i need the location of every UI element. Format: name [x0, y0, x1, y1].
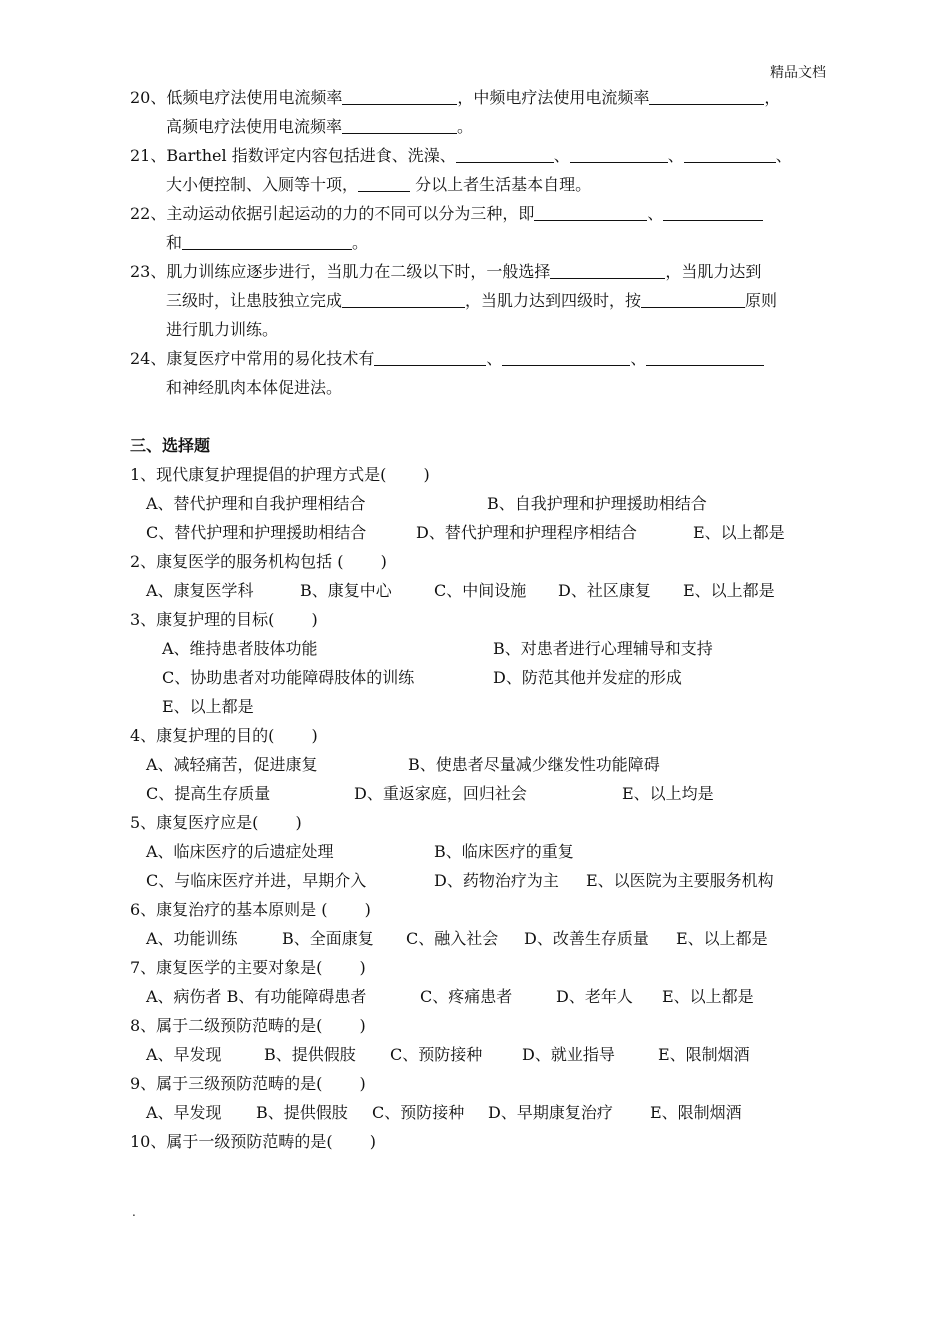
q21-sep-1: 、	[553, 146, 570, 165]
q7-stem: 7、康复医学的主要对象是( )	[130, 958, 366, 977]
q8-stem: 8、属于二级预防范畴的是( )	[130, 1016, 366, 1035]
q20-text-5: 。	[457, 117, 474, 136]
q4-option-d: D、重返家庭，回归社会	[354, 784, 527, 803]
q20-blank-low	[342, 88, 457, 105]
q5-option-e: E、以医院为主要服务机构	[586, 871, 774, 890]
q4-stem: 4、康复护理的目的( )	[130, 726, 318, 745]
q9-option-a: A、早发现	[146, 1103, 222, 1122]
q7-option-c: C、疼痛患者	[420, 987, 513, 1006]
q1-option-a: A、替代护理和自我护理相结合	[146, 494, 366, 513]
q23-blank-2	[342, 291, 465, 308]
q5-option-b: B、临床医疗的重复	[434, 842, 574, 861]
q3-option-e: E、以上都是	[162, 697, 254, 716]
q23-text-2: ，当肌力达到	[665, 262, 762, 281]
q7-option-d: D、老年人	[556, 987, 633, 1006]
footer-dot: .	[132, 1205, 136, 1219]
q21-blank-score	[358, 175, 410, 192]
q4-option-e: E、以上均是	[622, 784, 714, 803]
q2-option-e: E、以上都是	[683, 581, 775, 600]
q23-text-1: 23、肌力训练应逐步进行，当肌力在二级以下时，一般选择	[130, 262, 551, 281]
q22-text-3: 。	[352, 233, 369, 252]
q6-option-e: E、以上都是	[676, 929, 768, 948]
q5-option-a: A、临床医疗的后遗症处理	[146, 842, 334, 861]
q22-text-2: 和	[166, 233, 183, 252]
q8-option-b: B、提供假肢	[264, 1045, 356, 1064]
q8-option-e: E、限制烟酒	[658, 1045, 750, 1064]
q24-sep-1: 、	[486, 349, 503, 368]
q24-text-2: 和神经肌肉本体促进法。	[166, 378, 343, 397]
q22-sep: 、	[647, 204, 664, 223]
q4-option-a: A、减轻痛苦，促进康复	[146, 755, 318, 774]
q3-stem: 3、康复护理的目标( )	[130, 610, 318, 629]
q9-option-b: B、提供假肢	[256, 1103, 348, 1122]
q20-blank-high	[342, 117, 457, 134]
q24-sep-2: 、	[630, 349, 647, 368]
q5-option-d: D、药物治疗为主	[434, 871, 559, 890]
q7-option-e: E、以上都是	[662, 987, 754, 1006]
q20-line-1	[130, 88, 780, 108]
q21-blank-2	[570, 146, 668, 163]
q21-text-1: 21、Barthel 指数评定内容包括进食、洗澡、	[130, 146, 456, 165]
q23-text-6: 进行肌力训练。	[166, 320, 279, 339]
q9-option-d: D、早期康复治疗	[488, 1103, 613, 1122]
q23-blank-3	[641, 291, 745, 308]
q2-option-c: C、中间设施	[434, 581, 527, 600]
q20-blank-mid	[649, 88, 764, 105]
q23-text-3: 三级时，让患肢独立完成	[166, 291, 343, 310]
q22-blank-3	[182, 233, 352, 250]
q10-stem: 10、属于一级预防范畴的是( )	[130, 1132, 376, 1151]
q24-blank-1	[374, 349, 486, 366]
q2-option-b: B、康复中心	[300, 581, 392, 600]
q8-option-d: D、就业指导	[522, 1045, 615, 1064]
q8-option-c: C、预防接种	[390, 1045, 483, 1064]
q6-option-b: B、全面康复	[282, 929, 374, 948]
q6-option-c: C、融入社会	[406, 929, 499, 948]
q24-line-1	[130, 349, 764, 369]
q21-tail: 、	[775, 146, 792, 165]
q3-option-a: A、维持患者肢体功能	[162, 639, 318, 658]
q8-option-a: A、早发现	[146, 1045, 222, 1064]
q24-blank-3	[646, 349, 764, 366]
q9-option-e: E、限制烟酒	[650, 1103, 742, 1122]
q1-option-b: B、自我护理和护理援助相结合	[487, 494, 707, 513]
q20-line-2	[166, 117, 473, 137]
q1-option-d: D、替代护理和护理程序相结合	[416, 523, 637, 542]
q2-option-a: A、康复医学科	[146, 581, 254, 600]
q20-text-1: 20、低频电疗法使用电流频率	[130, 88, 343, 107]
q22-line-1	[130, 204, 763, 224]
q21-text-2: 大小便控制、入厕等十项，	[166, 175, 359, 194]
q20-text-3: ，	[764, 88, 781, 107]
q1-option-e: E、以上都是	[693, 523, 785, 542]
q20-text-2: ，中频电疗法使用电流频率	[457, 88, 650, 107]
q2-stem: 2、康复医学的服务机构包括 ( )	[130, 552, 387, 571]
q23-text-4: ，当肌力达到四级时，按	[465, 291, 642, 310]
q21-text-3: 分以上者生活基本自理。	[415, 175, 592, 194]
q3-option-b: B、对患者进行心理辅导和支持	[493, 639, 713, 658]
q23-blank-1	[550, 262, 665, 279]
section-title: 三、选择题	[130, 436, 211, 455]
q22-blank-1	[534, 204, 647, 221]
q4-option-b: B、使患者尽量减少继发性功能障碍	[408, 755, 660, 774]
q22-blank-2	[663, 204, 763, 221]
q6-option-d: D、改善生存质量	[524, 929, 649, 948]
page-header-label: 精品文档	[770, 65, 826, 81]
q22-text-1: 22、主动运动依据引起运动的力的不同可以分为三种，即	[130, 204, 535, 223]
q21-blank-3	[684, 146, 776, 163]
q3-option-d: D、防范其他并发症的形成	[493, 668, 682, 687]
q21-blank-1	[456, 146, 554, 163]
q2-option-d: D、社区康复	[558, 581, 651, 600]
q21-line-1	[130, 146, 792, 166]
q1-option-c: C、替代护理和护理援助相结合	[146, 523, 367, 542]
q1-stem: 1、现代康复护理提倡的护理方式是( )	[130, 465, 430, 484]
q23-text-5: 原则	[745, 291, 778, 310]
q5-stem: 5、康复医疗应是( )	[130, 813, 302, 832]
q9-option-c: C、预防接种	[372, 1103, 465, 1122]
q7-option-ab: A、病伤者 B、有功能障碍患者	[146, 987, 367, 1006]
q9-stem: 9、属于三级预防范畴的是( )	[130, 1074, 366, 1093]
q23-line-3	[166, 320, 278, 340]
q23-line-1	[130, 262, 761, 282]
q24-blank-2	[502, 349, 630, 366]
q5-option-c: C、与临床医疗并进，早期介入	[146, 871, 367, 890]
q6-stem: 6、康复治疗的基本原则是 ( )	[130, 900, 371, 919]
q3-option-c: C、协助患者对功能障碍肢体的训练	[162, 668, 415, 687]
q24-line-2	[166, 378, 342, 398]
q6-option-a: A、功能训练	[146, 929, 238, 948]
q22-line-2	[166, 233, 368, 253]
q23-line-2	[166, 291, 777, 311]
q21-line-2	[166, 175, 591, 195]
q4-option-c: C、提高生存质量	[146, 784, 271, 803]
q24-text-1: 24、康复医疗中常用的易化技术有	[130, 349, 375, 368]
q20-text-4: 高频电疗法使用电流频率	[166, 117, 343, 136]
q21-sep-2: 、	[667, 146, 684, 165]
